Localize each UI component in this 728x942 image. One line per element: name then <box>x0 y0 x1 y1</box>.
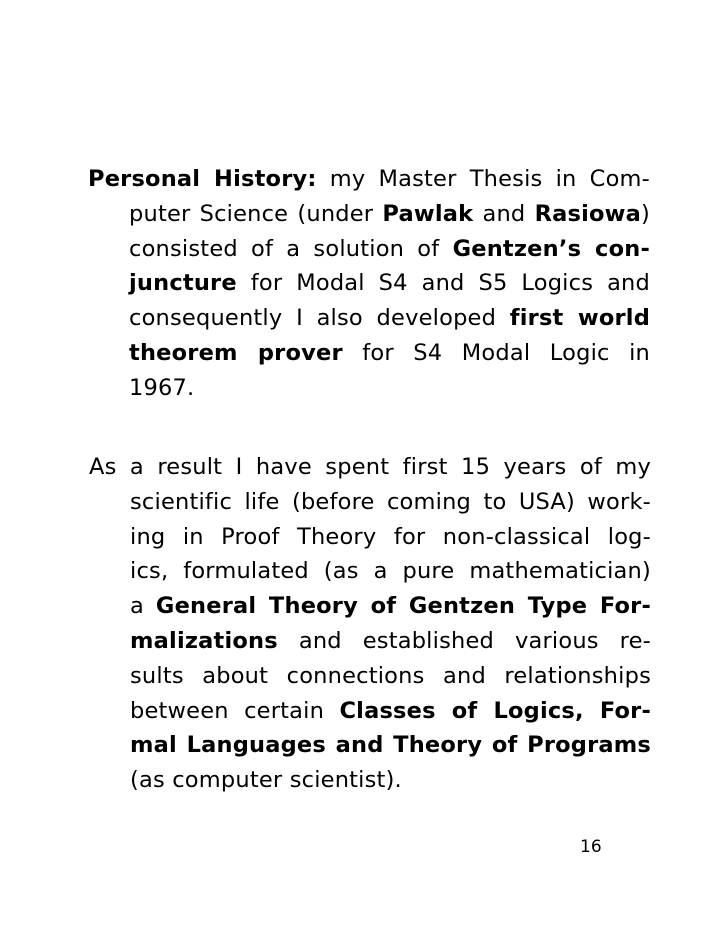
text-span: for Modal S4 and S5 Logics and <box>236 270 650 297</box>
text-span: a <box>130 593 156 620</box>
bold-term: first world <box>509 305 651 332</box>
bold-term: malizations <box>130 627 278 654</box>
bold-term: theorem prover <box>129 339 343 366</box>
text-line <box>129 266 650 301</box>
bold-term: juncture <box>129 270 237 297</box>
text-span: my Master Thesis in Com- <box>316 166 650 192</box>
text-span: puter Science (under <box>129 200 383 227</box>
text-line <box>88 162 650 197</box>
text-span: and <box>473 200 535 227</box>
text-line <box>129 336 650 371</box>
text-line <box>130 624 651 659</box>
text-span: consequently I also developed <box>129 305 510 332</box>
bold-name: Pawlak <box>382 200 474 227</box>
text-line <box>130 589 651 624</box>
bold-name: Rasiowa <box>534 200 642 227</box>
bold-term: Gentzen’s con- <box>452 235 650 262</box>
text-line <box>129 232 650 267</box>
bold-term: General Theory of Gentzen Type For- <box>155 593 651 620</box>
text-line <box>129 301 650 336</box>
text-line <box>130 763 651 798</box>
text-span: scientific life (before coming to USA) work- <box>130 488 651 515</box>
paragraph-result <box>89 450 651 798</box>
text-line <box>89 450 651 485</box>
section-heading: Personal History: <box>88 166 317 192</box>
text-line <box>130 659 651 694</box>
text-line <box>130 485 651 520</box>
bold-term: Classes of Logics, For- <box>339 697 651 724</box>
text-line <box>130 520 651 555</box>
text-line <box>130 728 651 763</box>
text-span: ing in Proof Theory for non-classical log- <box>130 523 651 550</box>
text-span: sults about connections and relationships <box>130 662 651 689</box>
text-span: As a result I have spent first 15 years of my <box>89 454 651 480</box>
text-span: consisted of a solution of <box>129 235 453 262</box>
text-span: (as computer scientist). <box>130 767 402 794</box>
page-number: 16 <box>580 837 602 857</box>
bold-term: mal Languages and Theory of Programs <box>130 732 651 759</box>
text-span: for S4 Modal Logic in <box>342 339 650 366</box>
text-span: and established various re- <box>277 627 651 654</box>
text-line <box>130 554 651 589</box>
text-span: ics, formulated (as a pure mathematician) <box>130 558 651 585</box>
text-span: between certain <box>130 697 340 724</box>
paragraph-personal-history <box>88 162 650 406</box>
text-span: ) <box>641 200 650 227</box>
text-line <box>130 694 651 729</box>
text-line <box>129 371 650 406</box>
text-line <box>129 197 650 232</box>
text-span: 1967. <box>129 374 195 401</box>
